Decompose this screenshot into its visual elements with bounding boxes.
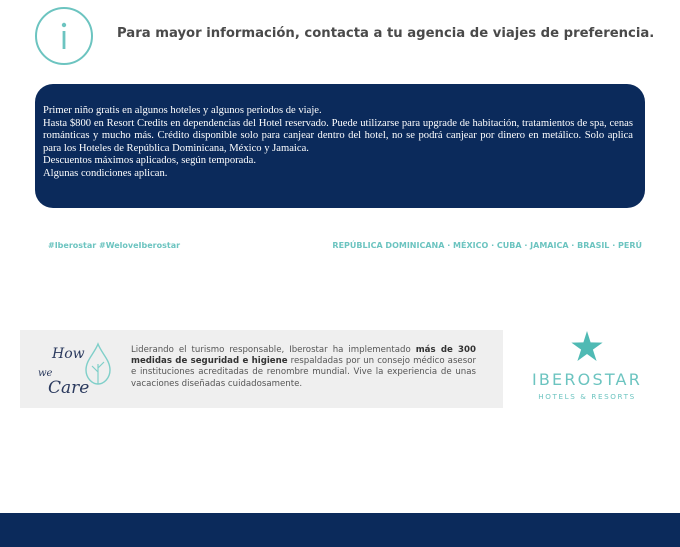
hashtags: #Iberostar #WeloveIberostar bbox=[48, 241, 181, 250]
how-we-care-logo bbox=[34, 338, 120, 400]
brand-subtitle: HOTELS & RESORTS bbox=[538, 392, 636, 401]
brand-name: IBEROSTAR bbox=[531, 370, 643, 389]
care-logo-line3: Care bbox=[48, 378, 90, 398]
terms-line: Descuentos máximos aplicados, según temporada. bbox=[43, 155, 256, 167]
care-logo-line1: How bbox=[52, 346, 85, 362]
care-logo-line2: we bbox=[38, 368, 53, 379]
terms-line: Primer niño gratis en algunos hoteles y algunos periodos de viaje. bbox=[43, 105, 322, 116]
terms-box bbox=[35, 84, 645, 208]
terms-line: Hasta $800 en Resort Credits en dependencias del Hotel reservado. Puede utilizarse para upgrade de habitación, tratamientos de spa, cenas románticas y mucho más. Crédito disponible solo para canjear dentro del hotel, no se podrá canjear por dinero en metálico. Solo aplica para los Hoteles de República Dominicana, México y Jamaica. bbox=[43, 117, 633, 154]
footer-bar bbox=[0, 513, 680, 547]
terms-line: Algunas condiciones aplican. bbox=[43, 167, 168, 179]
info-icon bbox=[35, 7, 93, 65]
countries-list: REPÚBLICA DOMINICANA · MÉXICO · CUBA · JAMAICA · BRASIL · PERÚ bbox=[332, 241, 642, 250]
iberostar-logo bbox=[518, 330, 656, 406]
how-we-care-panel bbox=[20, 330, 503, 408]
header-info-text: Para mayor información, contacta a tu agencia de viajes de preferencia. bbox=[117, 26, 655, 41]
starfish-icon bbox=[570, 330, 604, 364]
care-text: Liderando el turismo responsable, Iberostar ha implementado más de 300 medidas de seguridad e higiene respaldadas por un consejo médico asesor e instituciones acreditadas de renombre mundial. Vive la experiencia de unas vacaciones diseñadas cuidadosamente. bbox=[131, 345, 476, 389]
